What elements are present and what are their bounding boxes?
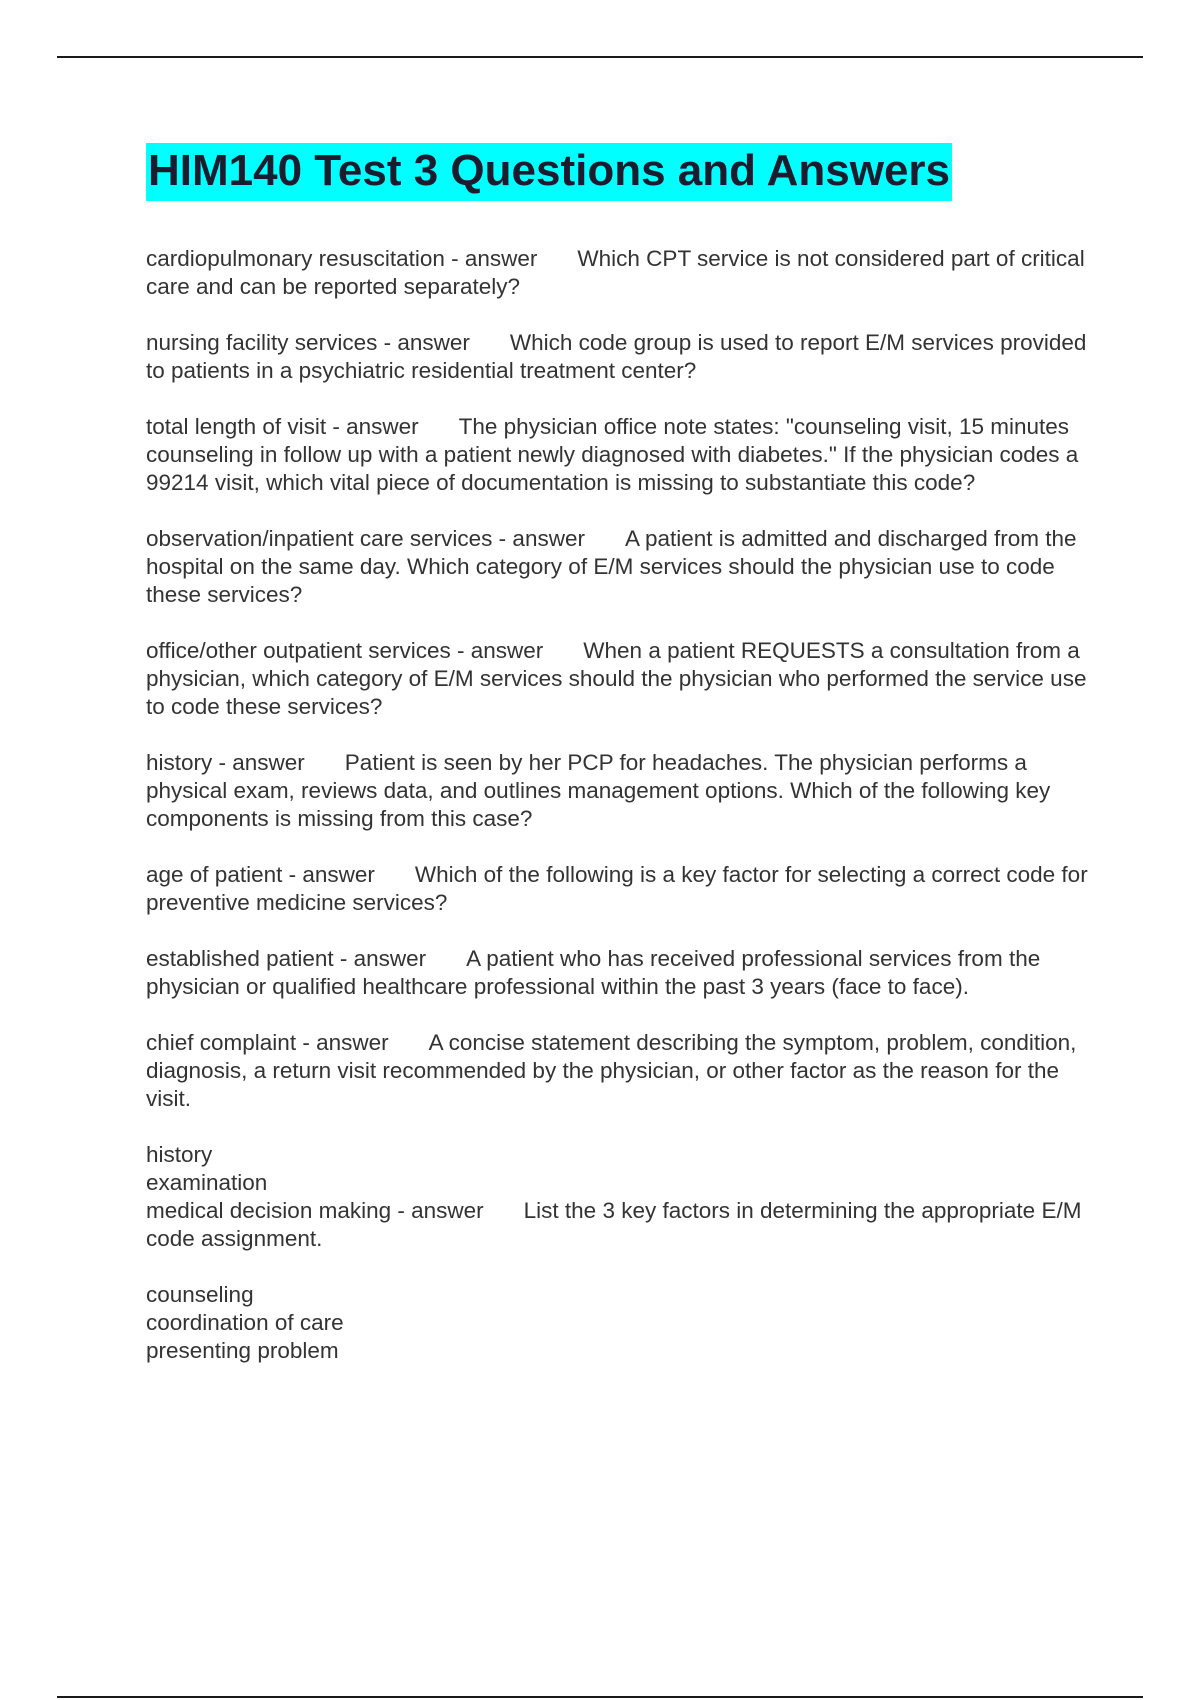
- qa-answer: age of patient - answer: [146, 862, 375, 887]
- qa-item: [146, 637, 1096, 721]
- qa-item: [146, 861, 1096, 917]
- bottom-rule: [57, 1696, 1143, 1698]
- qa-question: Which code group is used to report E/M services provided to patients in a psychiatric residential treatment center?: [146, 330, 1093, 383]
- qa-question: A patient is admitted and discharged from the hospital on the same day. Which category of E/M services should the physician use to code these services?: [146, 526, 1083, 607]
- qa-list: [146, 245, 1096, 1365]
- document-title: HIM140 Test 3 Questions and Answers: [146, 143, 952, 201]
- qa-question: When a patient REQUESTS a consultation from a physician, which category of E/M services should the physician who performed the service use to code these services?: [146, 638, 1093, 719]
- qa-item: [146, 749, 1096, 833]
- qa-question: The physician office note states: "counseling visit, 15 minutes counseling in follow up with a patient newly diagnosed with diabetes." If the physician codes a 99214 visit, which vital piece of documentation is missing to substantiate this code?: [146, 414, 1085, 495]
- top-rule: [57, 56, 1143, 58]
- qa-item: [146, 525, 1096, 609]
- qa-question: A concise statement describing the symptom, problem, condition, diagnosis, a return visit recommended by the physician, or other factor as the reason for the visit.: [146, 1030, 1083, 1111]
- qa-question: Patient is seen by her PCP for headaches. The physician performs a physical exam, reviews data, and outlines management options. Which of the following key components is missing from this case?: [146, 750, 1057, 831]
- qa-item-partial: [146, 1281, 1096, 1365]
- qa-item: [146, 1029, 1096, 1113]
- qa-answer: counseling coordination of care presenting problem: [146, 1282, 344, 1363]
- qa-answer: nursing facility services - answer: [146, 330, 470, 355]
- qa-item: [146, 1141, 1096, 1253]
- qa-question: List the 3 key factors in determining the appropriate E/M code assignment.: [146, 1198, 1088, 1251]
- qa-item: [146, 413, 1096, 497]
- qa-item: [146, 945, 1096, 1001]
- qa-question: A patient who has received professional services from the physician or qualified healthcare professional within the past 3 years (face to face).: [146, 946, 1047, 999]
- qa-answer: cardiopulmonary resuscitation - answer: [146, 246, 538, 271]
- qa-answer: office/other outpatient services - answer: [146, 638, 544, 663]
- qa-answer: observation/inpatient care services - answer: [146, 526, 585, 551]
- qa-answer: history - answer: [146, 750, 305, 775]
- qa-question: Which of the following is a key factor for selecting a correct code for preventive medicine services?: [146, 862, 1094, 915]
- qa-answer: total length of visit - answer: [146, 414, 419, 439]
- qa-answer: established patient - answer: [146, 946, 427, 971]
- qa-question: Which CPT service is not considered part of critical care and can be reported separately?: [146, 246, 1091, 299]
- qa-answer: chief complaint - answer: [146, 1030, 389, 1055]
- document-page: [146, 143, 1096, 1393]
- qa-item: [146, 245, 1096, 301]
- qa-answer: history examination medical decision making - answer: [146, 1142, 484, 1223]
- qa-item: [146, 329, 1096, 385]
